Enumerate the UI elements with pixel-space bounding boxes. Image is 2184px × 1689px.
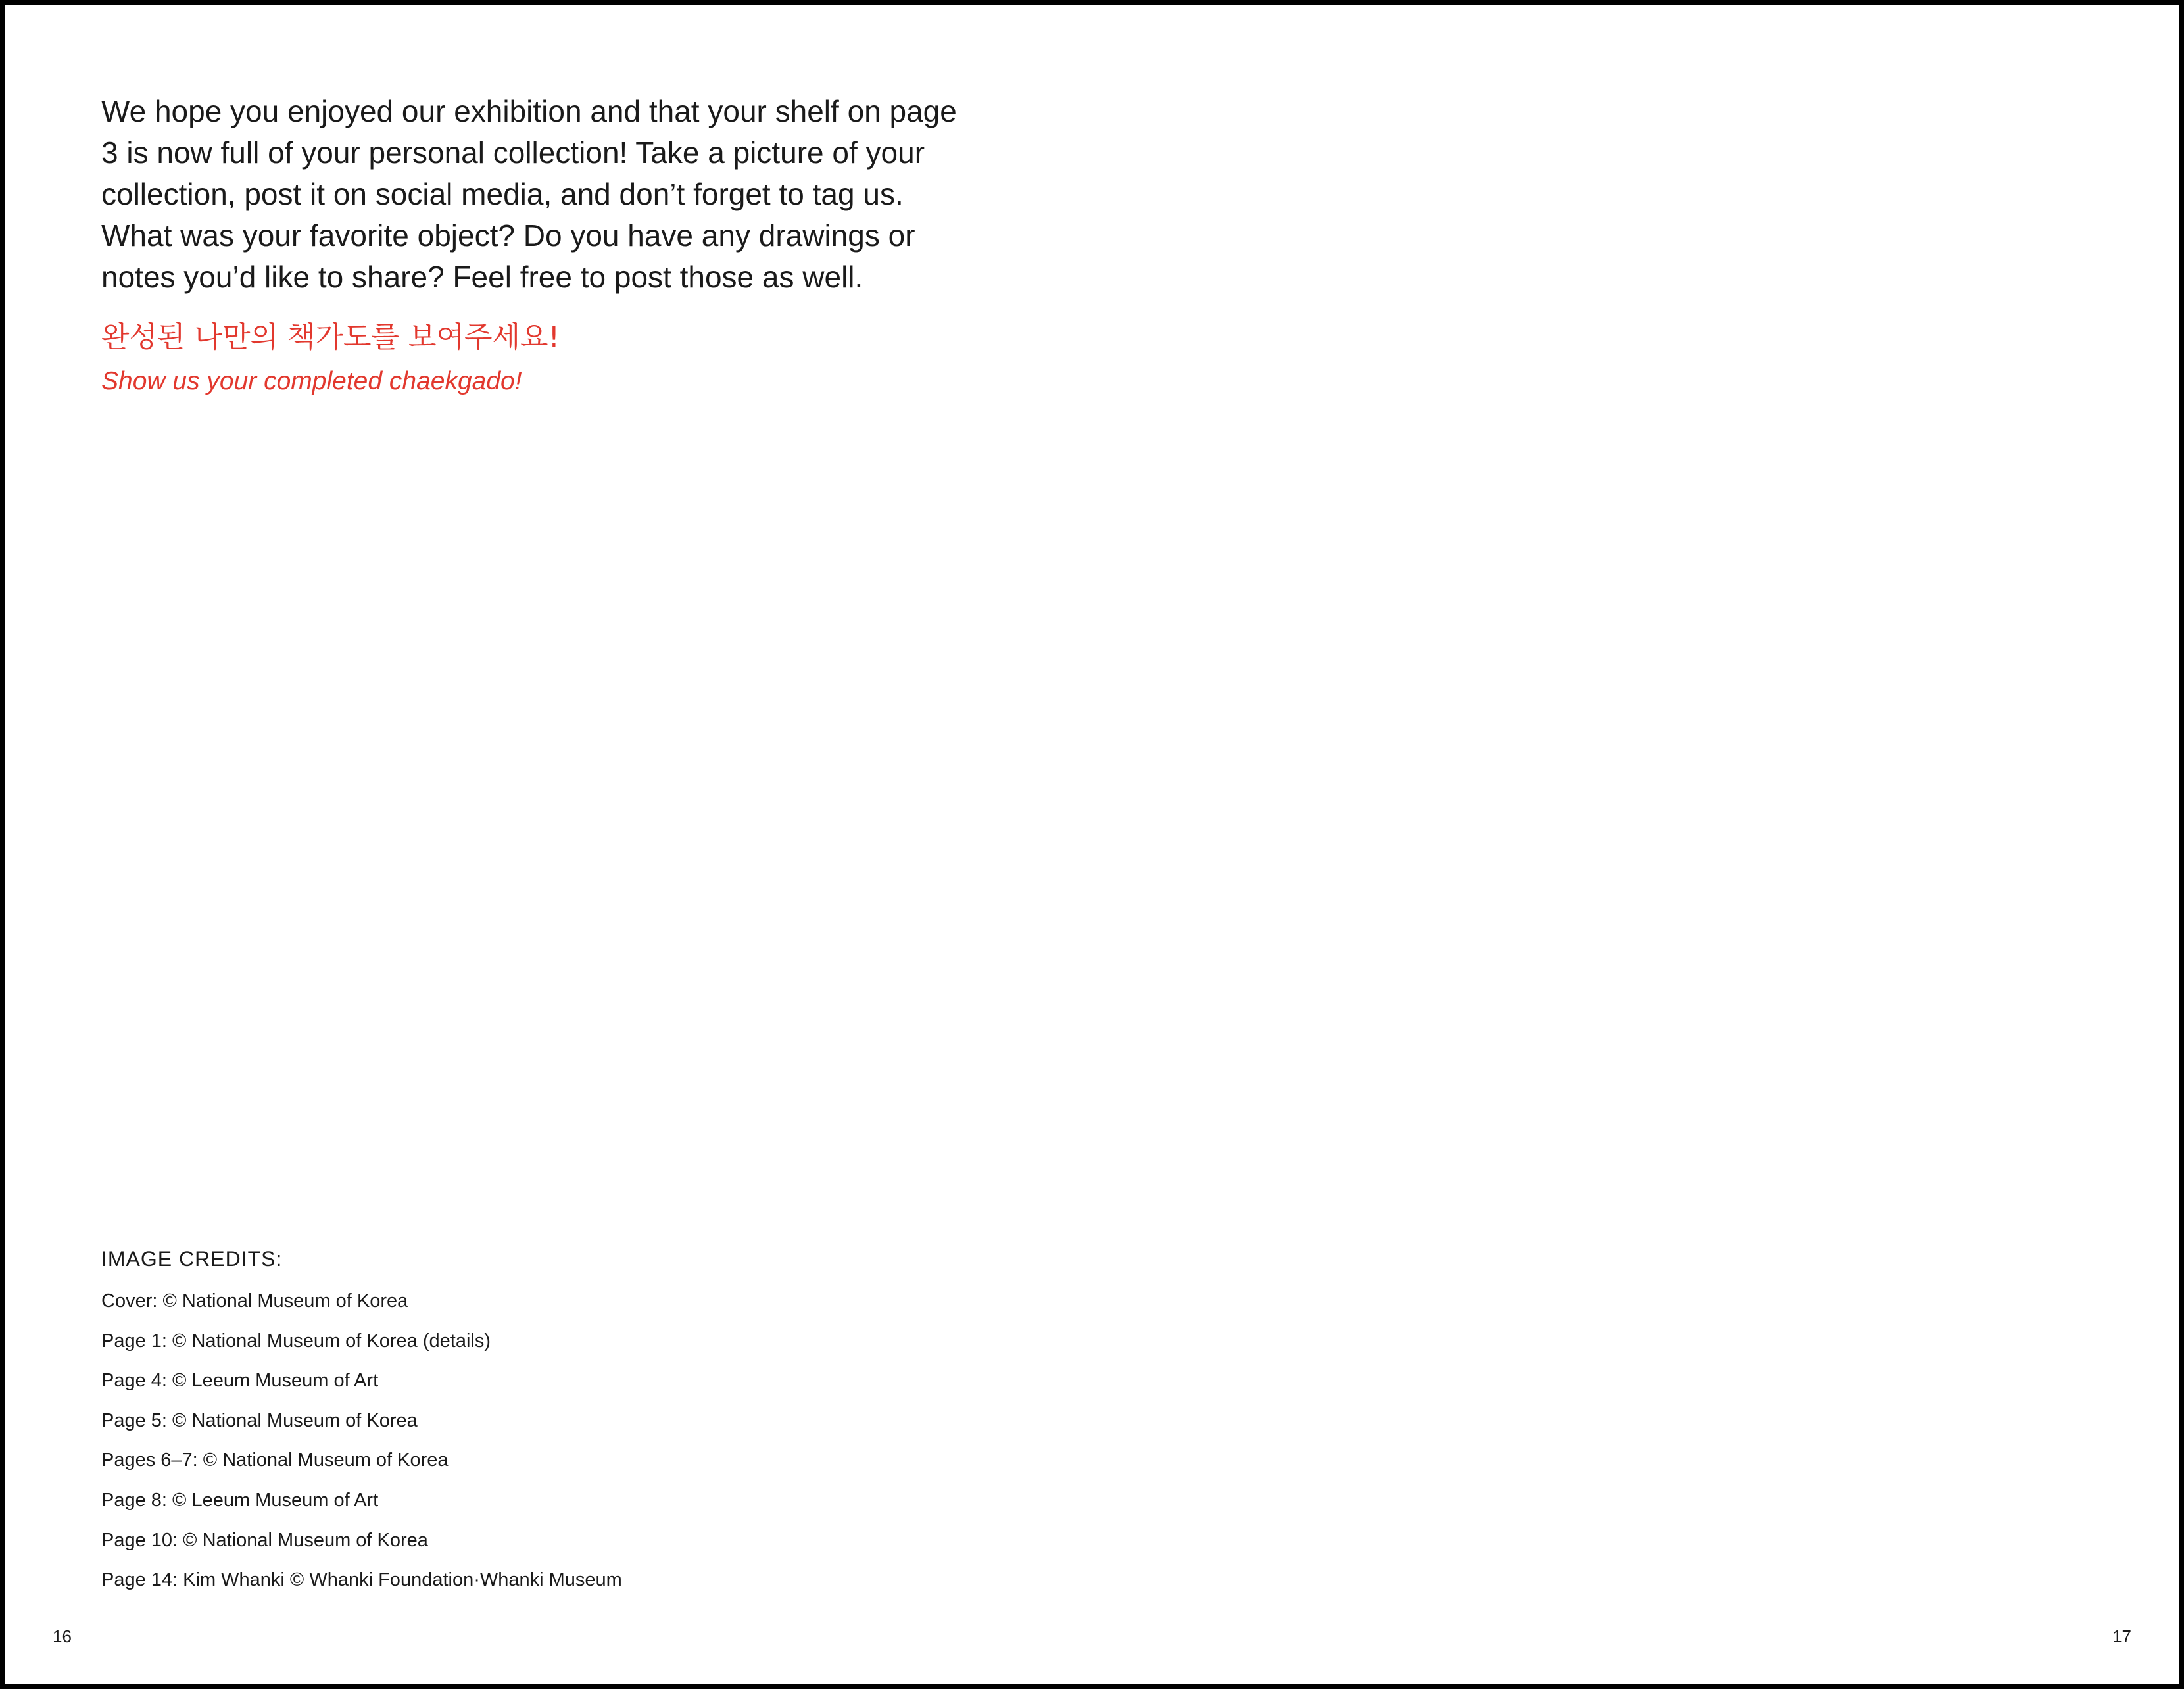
credits-list bbox=[101, 1281, 1022, 1600]
korean-heading: 완성된 나만의 책가도를 보여주세요! bbox=[101, 320, 560, 354]
intro-line: notes you’d like to share? Feel free to post those as well. bbox=[101, 260, 863, 294]
credit-item: Page 14: Kim Whanki © Whanki Foundation·Whanki Museum bbox=[101, 1569, 622, 1591]
credit-item: Cover: © National Museum of Korea bbox=[101, 1290, 408, 1311]
main-content bbox=[101, 91, 1002, 398]
credit-item: Page 10: © National Museum of Korea bbox=[101, 1529, 428, 1551]
english-heading: Show us your completed chaekgado! bbox=[101, 367, 522, 395]
credit-item: Page 4: © Leeum Museum of Art bbox=[101, 1370, 379, 1392]
page-number-left: 16 bbox=[53, 1627, 72, 1646]
credit-item: Page 1: © National Museum of Korea (details) bbox=[101, 1330, 491, 1352]
image-credits bbox=[101, 1243, 1022, 1600]
intro-line: What was your favorite object? Do you have any drawings or bbox=[101, 218, 915, 253]
intro-line: We hope you enjoyed our exhibition and that your shelf on page bbox=[101, 94, 957, 128]
credit-item: Page 8: © Leeum Museum of Art bbox=[101, 1489, 379, 1511]
page-number-right: 17 bbox=[2112, 1627, 2131, 1646]
intro-line: 3 is now full of your personal collection! Take a picture of your bbox=[101, 135, 925, 170]
credit-item: Pages 6–7: © National Museum of Korea bbox=[101, 1450, 449, 1471]
intro-line: collection, post it on social media, and don’t forget to tag us. bbox=[101, 177, 904, 211]
intro-paragraph bbox=[101, 91, 1002, 298]
credit-item: Page 5: © National Museum of Korea bbox=[101, 1409, 418, 1431]
credits-title: IMAGE CREDITS: bbox=[101, 1247, 283, 1271]
